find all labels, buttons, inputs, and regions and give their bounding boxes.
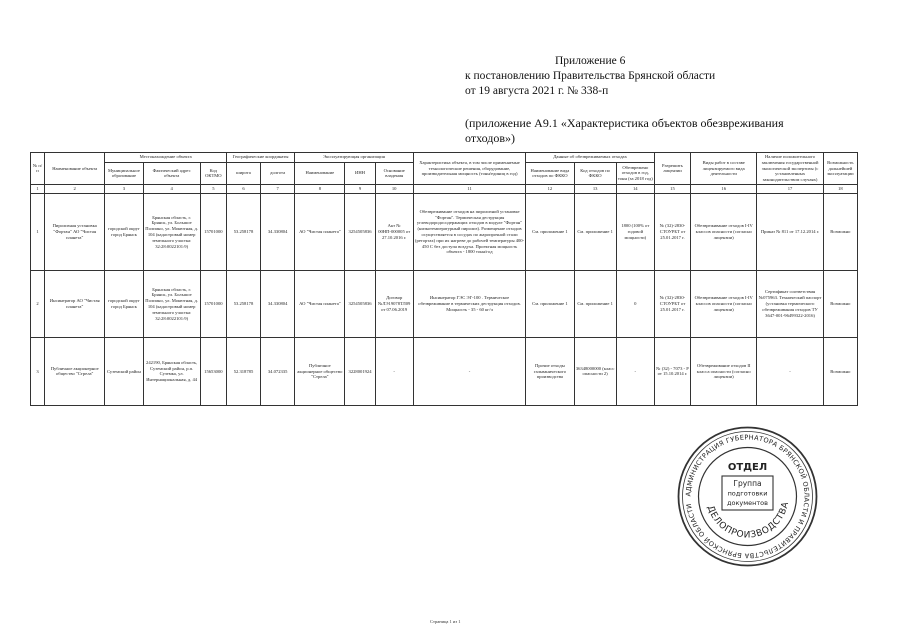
cell-organization: АО "Чистая планета" — [295, 270, 345, 337]
cell-address: 242190, Брянская область, Суземский район, р.п. Суземка, ул. Интернациональная, д. 44 — [143, 337, 200, 405]
cell-object-name: Публичное акционерное общество "Стрела" — [45, 337, 105, 405]
cell-waste-code: 36348000000 (класс опасности 2) — [574, 337, 616, 405]
stamp-ring-text: АДМИНИСТРАЦИЯ ГУБЕРНАТОРА БРЯНСКОЙ ОБЛАСТИ И ПРАВИТЕЛЬСТВА БРЯНСКОЙ ОБЛАСТИ — [684, 433, 811, 560]
cell-works: Обезвреживание отходов I-IV классов опасности (согласно лицензии) — [691, 193, 757, 270]
header-cell: Обезврежено отходов в год, тонн (за 2018 год) — [616, 162, 654, 184]
column-number: 5 — [200, 184, 226, 193]
table-row — [31, 193, 858, 270]
cell-waste-type: См. приложение 1 — [526, 270, 574, 337]
column-number: 17 — [757, 184, 823, 193]
cell-expertise: Приказ № 811 от 17.12.2014 г. — [757, 193, 823, 270]
column-number: 12 — [526, 184, 574, 193]
cell-latitude: 52.318785 — [226, 337, 260, 405]
column-number: 1 — [31, 184, 45, 193]
cell-latitude: 53.258178 — [226, 193, 260, 270]
group-header-location: Местонахождение объекта — [105, 153, 227, 163]
cell-inn: 3228001924 — [345, 337, 375, 405]
column-number: 6 — [226, 184, 260, 193]
cell-expertise: Сертификат соответствия №075963. Технический паспорт (установка термического обезвреживания отходов ТУ 3647-001-96499322-2016) — [757, 270, 823, 337]
cell-works: Обезвреживание отходов II класса опасности (согласно лицензии) — [691, 337, 757, 405]
cell-municipality: Суземский район — [105, 337, 143, 405]
cell-oktmo: 15701000 — [200, 193, 226, 270]
header-cell: Наименование — [295, 162, 345, 184]
cell-inn: 3254505836 — [345, 193, 375, 270]
header-cell: Основание владения — [375, 162, 413, 184]
cell-municipality: городской округ город Брянск — [105, 193, 143, 270]
column-number: 14 — [616, 184, 654, 193]
column-number: 3 — [105, 184, 143, 193]
group-header-waste: Данные об обезвреживаемых отходах — [526, 153, 655, 163]
cell-longitude: 34.072335 — [261, 337, 295, 405]
column-number: 2 — [45, 184, 105, 193]
appendix-subtitle: (приложение А9.1 «Характеристика объектов обезвреживания отходов») — [465, 116, 784, 145]
cell-object-name: Инсинератор АО "Чистая планета" — [45, 270, 105, 337]
official-stamp — [675, 424, 820, 569]
cell-latitude: 53.258178 — [226, 270, 260, 337]
cell-description: Инсинератор ГЭС ЭГ-100 . Термическое обезвреживание в термических деструкция отходов. Мощность - 35 - 60 кг/ч — [413, 270, 526, 337]
column-number-row — [31, 184, 858, 193]
cell-address: Брянская область, г. Брянск, ул. Большое Полпино, ул. Мокютная, д. 104 (кадастровый номер земельного участка: 32:28:0022101:9) — [143, 193, 200, 270]
header-cell: широта — [226, 162, 260, 184]
column-number: 15 — [654, 184, 690, 193]
header-cell: Наименование вида отходов по ФККО — [526, 162, 574, 184]
header-cell: долгота — [261, 162, 295, 184]
cell-amount: 0 — [616, 270, 654, 337]
cell-longitude: 34.330804 — [261, 270, 295, 337]
waste-facilities-table — [30, 152, 858, 406]
cell-organization: Публичное акционерное общество "Стрела" — [295, 337, 345, 405]
cell-waste-code: См. приложение 1 — [574, 270, 616, 337]
resolution-reference: к постановлению Правительства Брянской области — [465, 70, 716, 82]
cell-future-use: Возможно — [823, 270, 857, 337]
header-cell: № п/п — [31, 153, 45, 185]
cell-amount: - — [616, 337, 654, 405]
cell-license: № (32)-2830-СТОУРБТ от 25.01.2017 г. — [654, 270, 690, 337]
header-cell: Фактический адрес объекта — [143, 162, 200, 184]
stamp-box-line: Группа — [733, 479, 762, 488]
column-number: 7 — [261, 184, 295, 193]
header-cell: Возможность дальнейшей эксплуатации — [823, 153, 857, 185]
cell-waste-type: Прочие отходы гальванического производства — [526, 337, 574, 405]
cell-municipality: городской округ город Брянск — [105, 270, 143, 337]
cell-expertise: - — [757, 337, 823, 405]
header-cell: Код ОКТМО — [200, 162, 226, 184]
table-row — [31, 270, 858, 337]
cell-ownership-basis: Акт № 00НП-000005 от 27.10.2016 г. — [375, 193, 413, 270]
cell-organization: АО "Чистая планета" — [295, 193, 345, 270]
cell-object-name: Пиролизная установка "Фортан" АО "Чистая планета" — [45, 193, 105, 270]
cell-waste-type: См. приложение 1 — [526, 193, 574, 270]
stamp-department: ОТДЕЛ — [727, 462, 768, 473]
page-footer: Страница 1 из 1 — [430, 619, 461, 624]
header-cell: ИНН — [345, 162, 375, 184]
cell-oktmo: 15653000 — [200, 337, 226, 405]
cell-number: 1 — [31, 193, 45, 270]
header-cell: Наименование объекта — [45, 153, 105, 185]
cell-license: № (32)-2830-СТОУРБТ от 25.01.2017 г. — [654, 193, 690, 270]
header-cell: Разрешить лицензии — [654, 153, 690, 185]
document-header — [465, 54, 825, 146]
cell-description: - — [413, 337, 526, 405]
cell-ownership-basis: - — [375, 337, 413, 405]
column-number: 10 — [375, 184, 413, 193]
cell-works: Обезвреживание отходов I-IV классов опасности (согласно лицензии) — [691, 270, 757, 337]
column-number: 9 — [345, 184, 375, 193]
header-cell: Виды работ в составе лицензируемого вида деятельности — [691, 153, 757, 185]
table-row — [31, 337, 858, 405]
cell-inn: 3254505836 — [345, 270, 375, 337]
stamp-box-line: документов — [727, 499, 768, 507]
cell-license: № (32) - 7073 - Р от 15.10.2014 г. — [654, 337, 690, 405]
stamp-inner-text: ДЕЛОПРОИЗВОДСТВА — [704, 500, 792, 541]
appendix-title: Приложение 6 — [555, 55, 626, 67]
stamp-graphic — [675, 424, 820, 569]
header-cell: Наличие положительного заключения государственной экологической экспертизы (с установленных законодательством случаях) — [757, 153, 823, 185]
cell-future-use: Возможно — [823, 193, 857, 270]
cell-future-use: Возможно — [823, 337, 857, 405]
stamp-box-line: подготовки — [727, 489, 768, 498]
column-number: 4 — [143, 184, 200, 193]
cell-number: 3 — [31, 337, 45, 405]
header-cell: Характеристика объекта, в том числе применяемые технологические решения, оборудование, производительная мощность (тонн/единиц в год) — [413, 153, 526, 185]
column-number: 18 — [823, 184, 857, 193]
group-header-operator: Эксплуатирующая организация — [295, 153, 414, 163]
cell-amount: 1800 (100% от годовой мощности) — [616, 193, 654, 270]
header-cell: Код отходов по ФККО — [574, 162, 616, 184]
cell-number: 2 — [31, 270, 45, 337]
column-number: 11 — [413, 184, 526, 193]
cell-address: Брянская область, г. Брянск, ул. Большое Полпино, ул. Мокютная, д. 104 (кадастровый номер земельного участка: 32:28:0022101:9) — [143, 270, 200, 337]
cell-ownership-basis: Договор №ЛЭ19078ТЛ09 от 07.06.2019 — [375, 270, 413, 337]
resolution-date: от 19 августа 2021 г. № 338-п — [465, 85, 609, 97]
column-number: 13 — [574, 184, 616, 193]
cell-oktmo: 15701000 — [200, 270, 226, 337]
column-number: 16 — [691, 184, 757, 193]
column-number: 8 — [295, 184, 345, 193]
group-header-coords: Географические координаты — [226, 153, 294, 163]
cell-description: Обезвреживание отходов на пиролизной установке "Фортан". Термическая деструкция углеводородосодержащих отходов в модуле "Фортан" (низкотемпературный пиролиз). Размещение отходов осуществляется в сосудах по жаропрочной стали (ретортах) при их нагреве до рабочей температуры 400-450 С без доступа воздуха. Проектная мощность объекта - 1800 тонн/год — [413, 193, 526, 270]
cell-longitude: 34.330804 — [261, 193, 295, 270]
cell-waste-code: См. приложение 1 — [574, 193, 616, 270]
header-cell: Муниципальное образование — [105, 162, 143, 184]
